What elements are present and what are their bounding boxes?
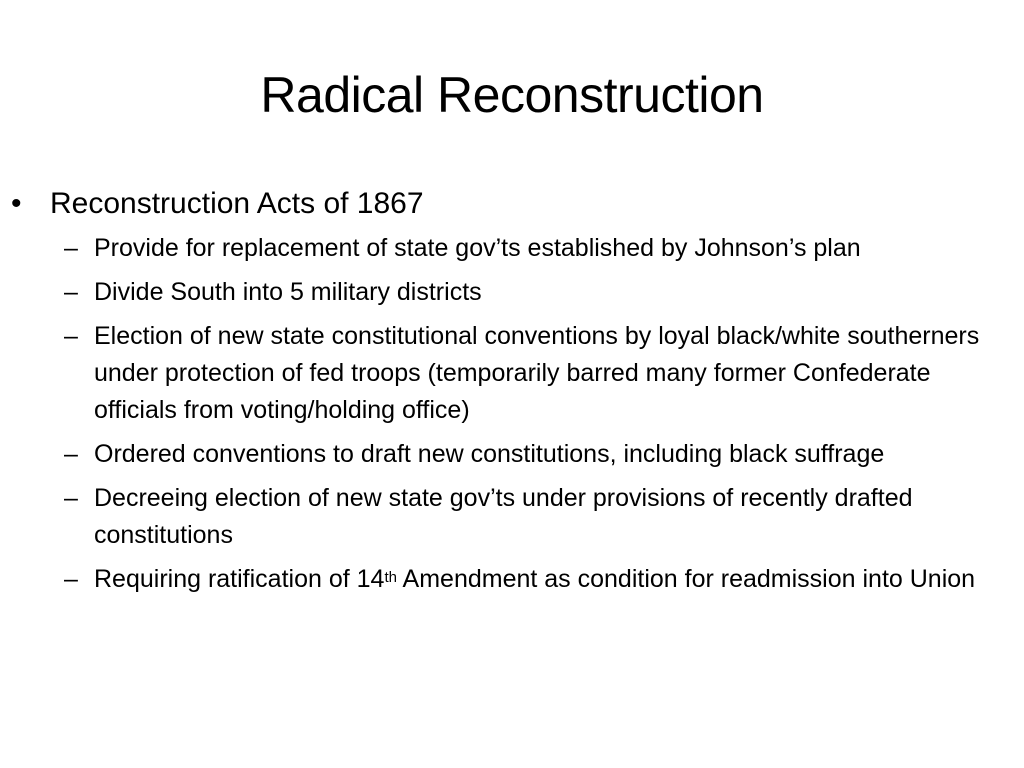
sub-bullet-text: Decreeing election of new state gov’ts under provisions of recently drafted constitutions [94, 484, 913, 549]
dash-icon: – [64, 322, 78, 350]
sub-bullet-text: Election of new state constitutional conventions by loyal black/white southerners under protection of fed troops (temporarily barred many former Confederate officials from voting/holding office) [94, 322, 980, 424]
slide-content [0, 184, 1024, 605]
bullet-icon: • [11, 187, 22, 220]
dash-icon: – [64, 484, 78, 512]
sub-bullet-text-after: Amendment as condition for readmission into Union [396, 565, 976, 593]
main-bullet-text: Reconstruction Acts of 1867 [50, 187, 424, 220]
sub-bullet [0, 480, 1024, 554]
dash-icon: – [64, 234, 78, 262]
dash-icon: – [64, 440, 78, 468]
sub-bullet-text: Provide for replacement of state gov’ts established by Johnson’s plan [94, 234, 861, 262]
dash-icon: – [64, 278, 78, 306]
slide-title: Radical Reconstruction [260, 67, 764, 123]
sub-bullet-text: Divide South into 5 military districts [94, 278, 482, 306]
sub-bullet-text: Ordered conventions to draft new constitutions, including black suffrage [94, 440, 885, 468]
sub-bullet [0, 318, 1024, 429]
sub-bullet [0, 274, 1024, 311]
main-bullet [0, 184, 1024, 224]
ordinal-superscript: th [384, 569, 397, 586]
sub-bullet [0, 436, 1024, 473]
sub-bullet [0, 561, 1024, 598]
dash-icon: – [64, 565, 78, 593]
sub-bullet-text-before: Requiring ratification of 14 [94, 565, 385, 593]
sub-bullet [0, 230, 1024, 267]
